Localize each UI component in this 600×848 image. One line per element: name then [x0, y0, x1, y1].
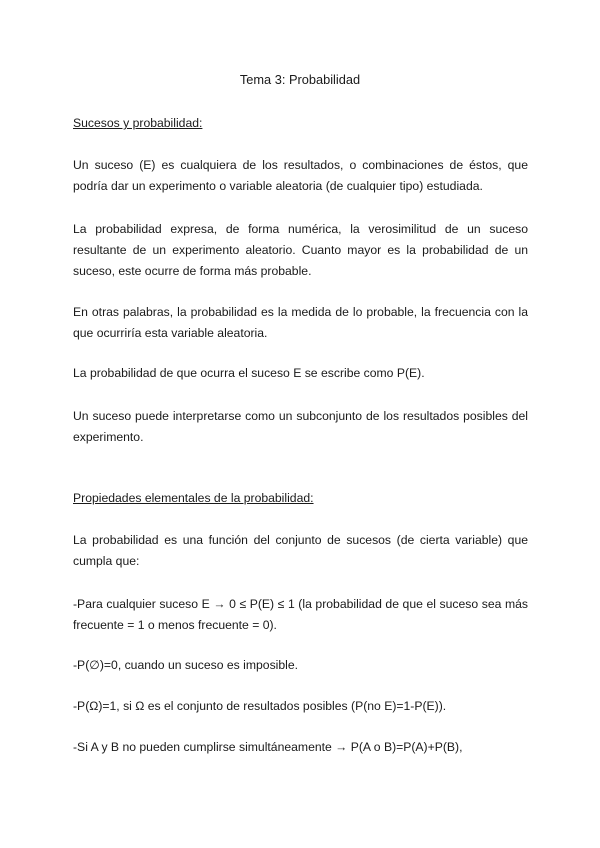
paragraph-other-words: En otras palabras, la probabilidad es la medida de lo probable, la frecuencia con la que ocurriría esta variable aleatoria. — [73, 305, 528, 340]
paragraph-subset: Un suceso puede interpretarse como un subconjunto de los resultados posibles del experimento. — [73, 409, 528, 444]
paragraph-function: La probabilidad es una función del conjunto de sucesos (de cierta variable) que cumpla que: — [73, 533, 528, 568]
paragraph-suceso-definition: Un suceso (E) es cualquiera de los resultados, o combinaciones de éstos, que podría dar un experimento o variable aleatoria (de cualquier tipo) estudiada. — [73, 158, 528, 193]
list-item-range: -Para cualquier suceso E → 0 ≤ P(E) ≤ 1 (la probabilidad de que el suceso sea más frecuente = 1 o menos frecuente = 0). — [73, 597, 528, 632]
list-item-impossible: -P(∅)=0, cuando un suceso es imposible. — [73, 658, 299, 672]
section-heading-sucesos: Sucesos y probabilidad: — [73, 116, 203, 130]
paragraph-probability-definition: La probabilidad expresa, de forma numérica, la verosimilitud de un suceso resultante de un experimento aleatorio. Cuanto mayor es la probabilidad de un suceso, este ocurre de forma más probable. — [73, 222, 528, 278]
list-item-certain: -P(Ω)=1, si Ω es el conjunto de resultados posibles (P(no E)=1-P(E)). — [73, 699, 447, 713]
page-title: Tema 3: Probabilidad — [239, 72, 361, 87]
paragraph-notation: La probabilidad de que ocurra el suceso E se escribe como P(E). — [73, 366, 425, 380]
list-item-disjoint: -Si A y B no pueden cumplirse simultáneamente → P(A o B)=P(A)+P(B), — [73, 740, 463, 754]
section-heading-properties: Propiedades elementales de la probabilidad: — [73, 491, 314, 505]
